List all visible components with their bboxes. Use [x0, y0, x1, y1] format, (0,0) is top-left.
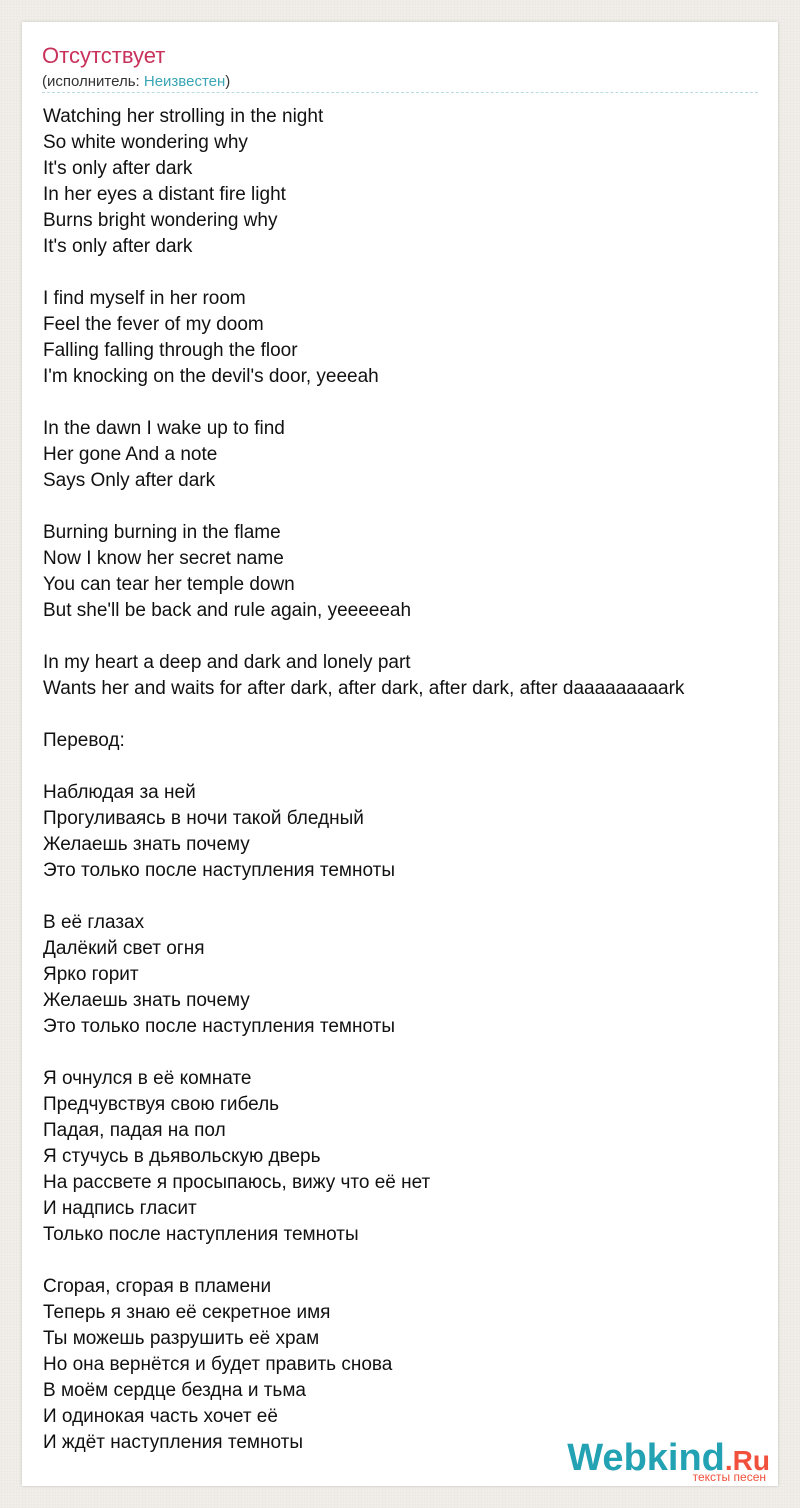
lyrics-line: Я очнулся в её комнате [43, 1068, 252, 1089]
lyrics-line: Падая, падая на пол [43, 1120, 226, 1141]
lyrics-line: Сгорая, сгорая в пламени [43, 1276, 272, 1297]
logo-tld: .Ru [724, 1445, 770, 1476]
lyrics-line: Watching her strolling in the night [43, 106, 324, 127]
lyrics-line: Burning burning in the flame [43, 522, 281, 543]
lyrics-line: На рассвете я просыпаюсь, вижу что её нет [43, 1172, 431, 1193]
lyrics-line: Желаешь знать почему [43, 834, 250, 855]
lyrics-line: It's only after dark [43, 158, 193, 179]
lyrics-line: Feel the fever of my doom [43, 314, 264, 335]
lyrics-line: И ждёт наступления темноты [43, 1432, 303, 1453]
artist-line [42, 72, 230, 92]
lyrics-line: Прогуливаясь в ночи такой бледный [43, 808, 364, 829]
lyrics-blank-line [43, 260, 684, 286]
lyrics-line: Wants her and waits for after dark, after dark, after dark, after daaaaaaaaark [43, 678, 685, 699]
lyrics-line: Предчувствуя свою гибель [43, 1094, 280, 1115]
song-title: Отсутствует [42, 43, 166, 68]
lyrics-line: Далёкий свет огня [43, 938, 205, 959]
lyrics-line: В её глазах [43, 912, 145, 933]
lyrics-line: И надпись гласит [43, 1198, 197, 1219]
lyrics-line: Her gone And a note [43, 444, 218, 465]
lyrics-line: In my heart a deep and dark and lonely part [43, 652, 411, 673]
lyrics-line: Ярко горит [43, 964, 139, 985]
lyrics-line: Это только после наступления темноты [43, 1016, 395, 1037]
lyrics-line: It's only after dark [43, 236, 193, 257]
lyrics-blank-line [43, 884, 684, 910]
artist-suffix: ) [225, 73, 231, 90]
lyrics-line: In her eyes a distant fire light [43, 184, 286, 205]
logo-tagline: тексты песен [692, 1470, 766, 1484]
lyrics-line: Это только после наступления темноты [43, 860, 395, 881]
lyrics-line: Но она вернётся и будет править снова [43, 1354, 393, 1375]
lyrics-line: Says Only after dark [43, 470, 216, 491]
artist-link[interactable]: Неизвестен [143, 73, 226, 90]
lyrics-blank-line [43, 1248, 684, 1274]
lyrics-blank-line [43, 702, 684, 728]
lyrics-line: I'm knocking on the devil's door, yeeeah [43, 366, 379, 387]
artist-prefix: (исполнитель: [42, 73, 144, 90]
lyrics-blank-line [43, 494, 684, 520]
lyrics-line: Я стучусь в дьявольскую дверь [43, 1146, 321, 1167]
lyrics-line: Перевод: [43, 730, 125, 751]
lyrics-text [43, 104, 684, 1456]
lyrics-line: Только после наступления темноты [43, 1224, 359, 1245]
lyrics-line: In the dawn I wake up to find [43, 418, 285, 439]
lyrics-line: Falling falling through the floor [43, 340, 298, 361]
lyrics-line: I find myself in her room [43, 288, 246, 309]
lyrics-card [22, 22, 778, 1486]
lyrics-line: В моём сердце бездна и тьма [43, 1380, 306, 1401]
site-logo[interactable] [567, 1437, 778, 1484]
lyrics-line: Желаешь знать почему [43, 990, 250, 1011]
lyrics-blank-line [43, 390, 684, 416]
lyrics-blank-line [43, 754, 684, 780]
lyrics-line: But she'll be back and rule again, yeeeeeah [43, 600, 412, 621]
lyrics-line: Наблюдая за ней [43, 782, 196, 803]
lyrics-line: Ты можешь разрушить её храм [43, 1328, 320, 1349]
lyrics-line: Теперь я знаю её секретное имя [43, 1302, 331, 1323]
lyrics-line: Burns bright wondering why [43, 210, 278, 231]
logo-brand: Webkind [567, 1437, 725, 1479]
lyrics-line: You can tear her temple down [43, 574, 295, 595]
lyrics-line: И одинокая часть хочет её [43, 1406, 278, 1427]
lyrics-blank-line [43, 1040, 684, 1066]
lyrics-line: So white wondering why [43, 132, 248, 153]
lyrics-blank-line [43, 624, 684, 650]
lyrics-line: Now I know her secret name [43, 548, 284, 569]
title-divider [42, 92, 758, 93]
